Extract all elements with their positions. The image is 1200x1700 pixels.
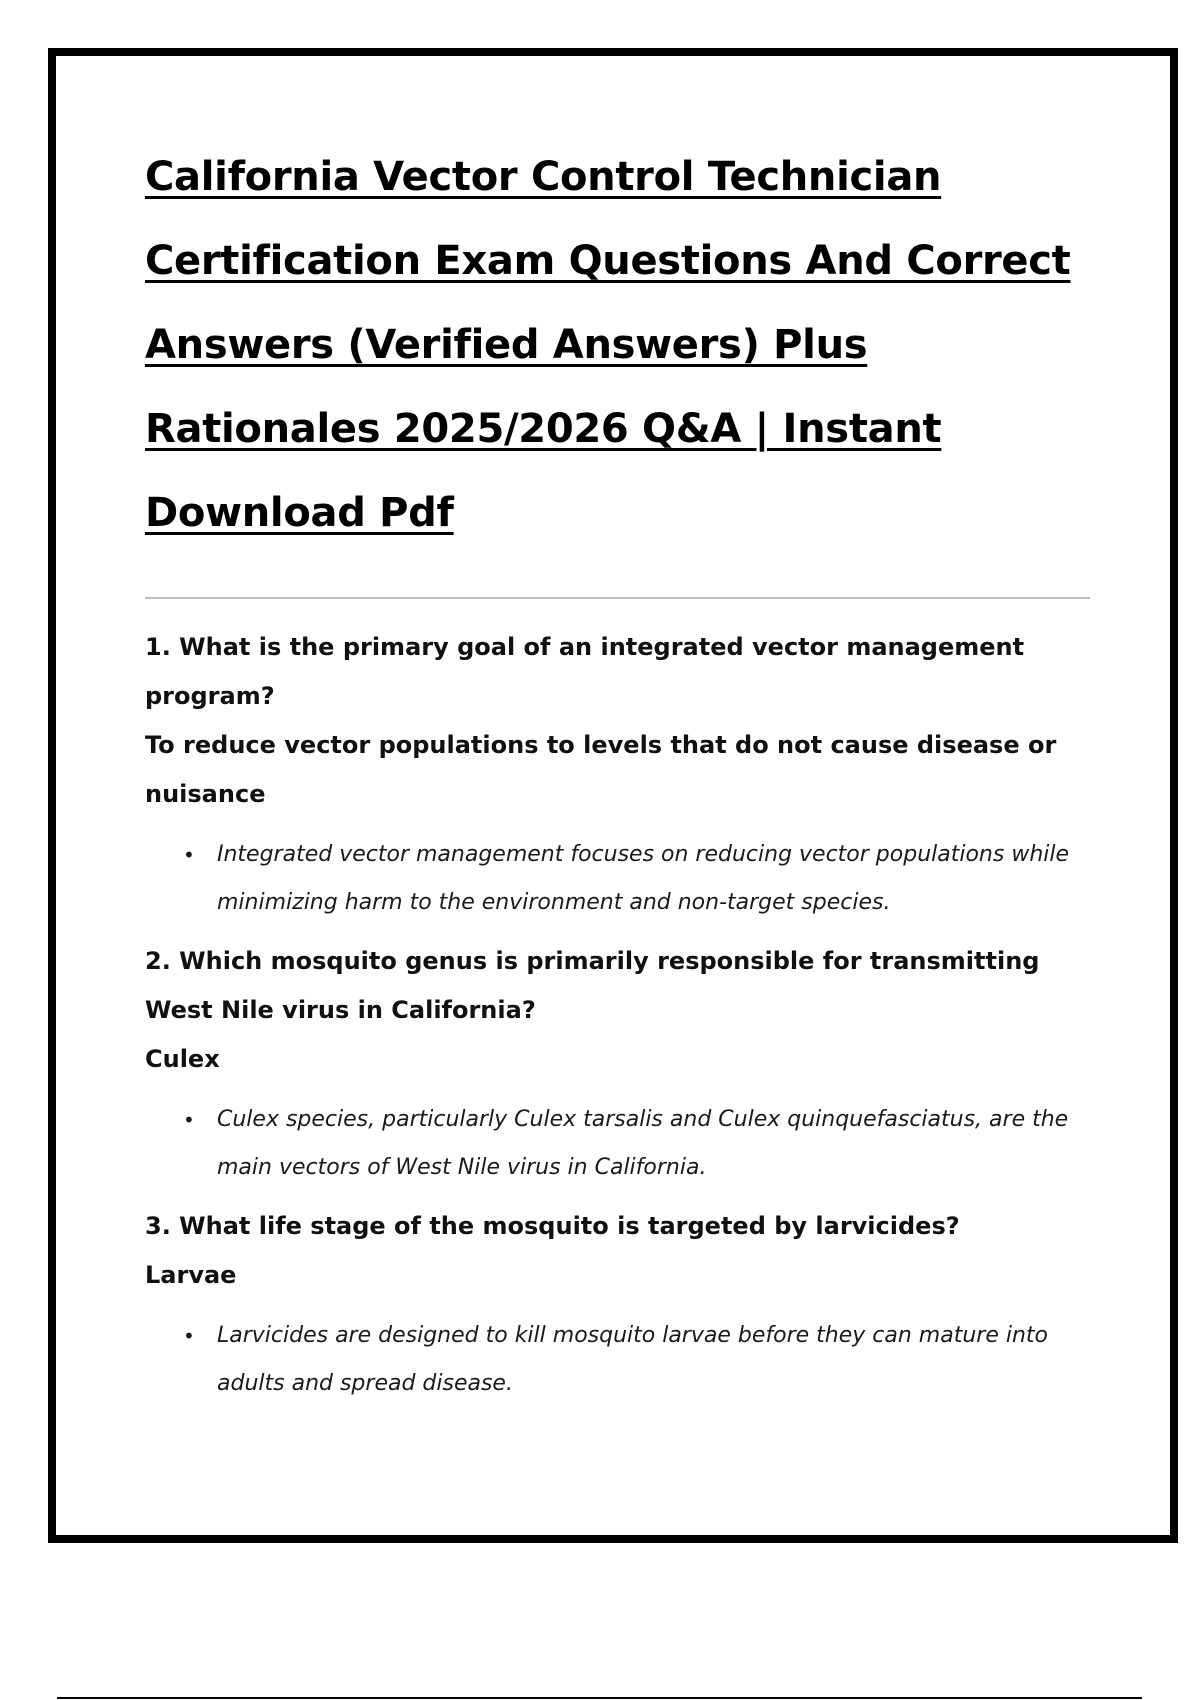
qa-item-1 bbox=[145, 623, 1090, 927]
bullet-icon: • bbox=[183, 1108, 195, 1132]
rationale-item bbox=[145, 1096, 1090, 1192]
bullet-icon: • bbox=[183, 1324, 195, 1348]
page-content bbox=[145, 135, 1090, 1418]
question-text: 1. What is the primary goal of an integrated vector management program? bbox=[145, 633, 1025, 710]
document-title: California Vector Control Technician Certification Exam Questions And Correct Answers (Verified Answers) Plus Rationales 2025/2026 Q&A | Instant Download Pdf bbox=[145, 154, 1071, 536]
title-divider bbox=[145, 597, 1090, 599]
bullet-icon: • bbox=[183, 843, 195, 867]
answer-text: Culex bbox=[145, 1045, 220, 1073]
rationale-text: Larvicides are designed to kill mosquito larvae before they can mature into adults and spread disease. bbox=[217, 1323, 1048, 1396]
qa-item-2 bbox=[145, 937, 1090, 1192]
question-text: 3. What life stage of the mosquito is targeted by larvicides? bbox=[145, 1212, 960, 1240]
answer-text: To reduce vector populations to levels that do not cause disease or nuisance bbox=[145, 731, 1057, 808]
rationale-list bbox=[145, 1312, 1090, 1408]
question-text: 2. Which mosquito genus is primarily responsible for transmitting West Nile virus in California? bbox=[145, 947, 1040, 1024]
qa-list bbox=[145, 623, 1090, 1408]
answer-text: Larvae bbox=[145, 1261, 237, 1289]
rationale-item bbox=[145, 1312, 1090, 1408]
footer-rule bbox=[57, 1697, 1142, 1699]
rationale-text: Integrated vector management focuses on reducing vector populations while minimizing harm to the environment and non-target species. bbox=[217, 842, 1070, 915]
rationale-text: Culex species, particularly Culex tarsalis and Culex quinquefasciatus, are the main vectors of West Nile virus in California. bbox=[217, 1107, 1069, 1180]
rationale-item bbox=[145, 831, 1090, 927]
rationale-list bbox=[145, 1096, 1090, 1192]
rationale-list bbox=[145, 831, 1090, 927]
qa-item-3 bbox=[145, 1202, 1090, 1408]
